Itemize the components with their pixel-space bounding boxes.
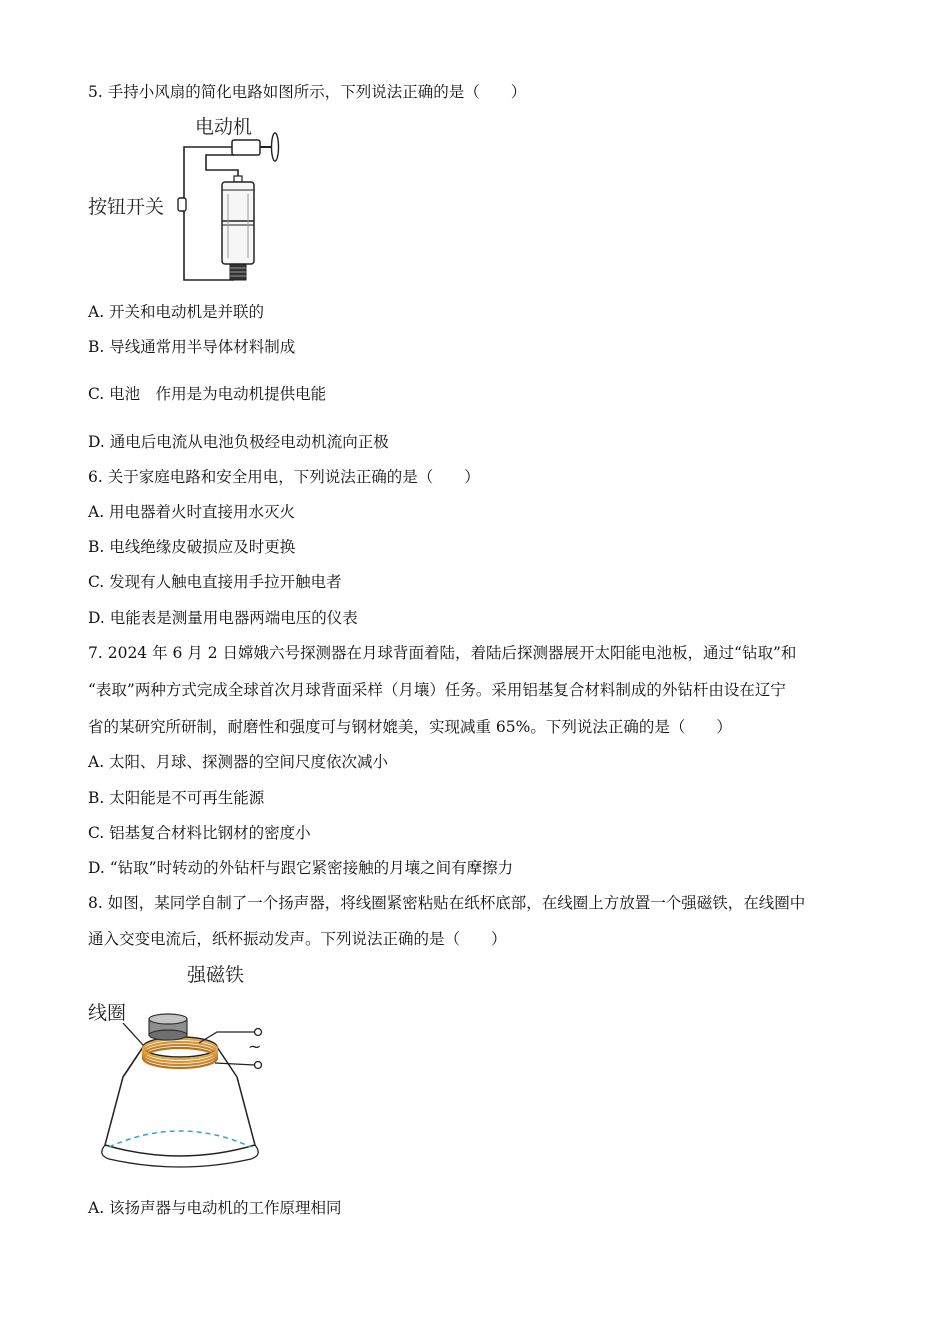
magnet-label: 强磁铁 (187, 964, 245, 986)
q5-option-a: A. 开关和电动机是并联的 (88, 303, 265, 321)
terminal-bottom (255, 1062, 262, 1069)
q7-option-d: D. “钻取”时转动的外钻杆与跟它紧密接触的月壤之间有摩擦力 (88, 859, 514, 877)
q7-option-b: B. 太阳能是不可再生能源 (88, 789, 265, 807)
q7-option-a: A. 太阳、月球、探测器的空间尺度依次减小 (88, 753, 389, 771)
terminal-top (255, 1029, 262, 1036)
fan-blade-icon (272, 133, 279, 161)
q5-option-b: B. 导线通常用半导体材料制成 (88, 338, 296, 356)
q5-option-d: D. 通电后电流从电池负极经电动机流向正极 (88, 433, 389, 451)
coil-label: 线圈 (88, 1002, 127, 1024)
q8-stem-line-1: 8. 如图，某同学自制了一个扬声器，将线圈紧密粘贴在纸杯底部，在线圈上方放置一个强磁铁，在线圈中 (88, 894, 806, 912)
q5-stem: 5. 手持小风扇的简化电路如图所示，下列说法正确的是（ ） (88, 83, 527, 101)
magnet-icon (149, 1014, 187, 1040)
q5-option-c: C. 电池 作用是为电动机提供电能 (88, 385, 327, 403)
q6-option-b: B. 电线绝缘皮破损应及时更换 (88, 538, 296, 556)
battery-icon (222, 176, 254, 280)
q6-option-a: A. 用电器着火时直接用水灭火 (88, 503, 296, 521)
q7-stem-line-1: 7. 2024 年 6 月 2 日嫦娥六号探测器在月球背面着陆，着陆后探测器展开太阳能电池板，通过“钻取”和 (88, 644, 797, 662)
q8-stem-line-2: 通入交变电流后，纸杯振动发声。下列说法正确的是（ ） (88, 930, 507, 948)
switch-label: 按钮开关 (88, 196, 165, 218)
coil-lead-bottom (215, 1063, 255, 1065)
q7-stem-line-2: “表取”两种方式完成全球首次月球背面采样（月壤）任务。采用铝基复合材料制成的外钻杆由设在辽宁 (88, 681, 786, 699)
button-switch-icon (178, 198, 186, 211)
q8-option-a: A. 该扬声器与电动机的工作原理相同 (88, 1199, 342, 1217)
coil-pointer (123, 1023, 143, 1045)
q6-option-d: D. 电能表是测量用电器两端电压的仪表 (88, 609, 358, 627)
q6-option-c: C. 发现有人触电直接用手拉开触电者 (88, 573, 342, 591)
cup-bottom-dashed (109, 1131, 251, 1147)
motor-label: 电动机 (195, 116, 253, 138)
fan-circuit-diagram (170, 128, 290, 284)
speaker-diagram (95, 985, 280, 1170)
q7-stem-line-3: 省的某研究所研制，耐磨性和强度可与钢材媲美，实现减重 65%。下列说法正确的是（ ） (88, 718, 732, 736)
battery-wire (206, 155, 238, 180)
q6-stem: 6. 关于家庭电路和安全用电，下列说法正确的是（ ） (88, 468, 480, 486)
ac-symbol: ~ (248, 1037, 262, 1056)
motor-icon (232, 140, 260, 155)
q7-option-c: C. 铝基复合材料比钢材的密度小 (88, 824, 311, 842)
